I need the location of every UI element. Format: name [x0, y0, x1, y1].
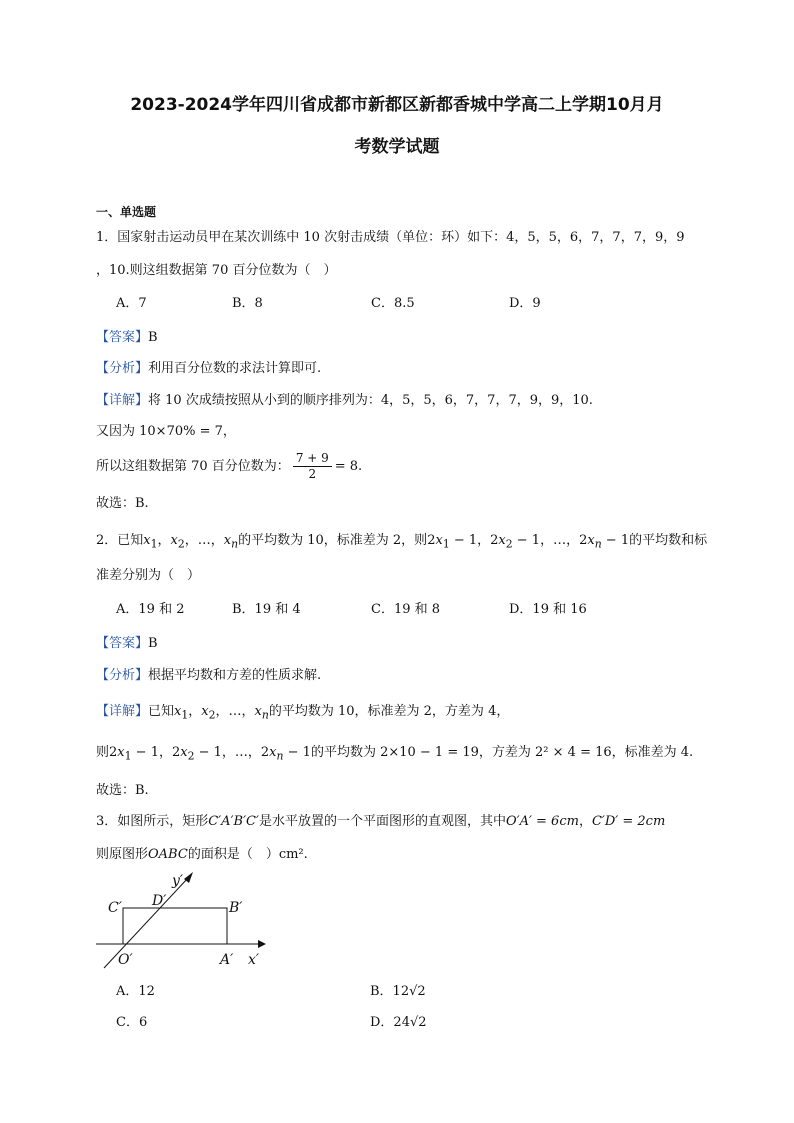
x-axis-arrow [258, 940, 266, 948]
answer-tag: 【答案】 [96, 330, 149, 345]
q2-choose: 故选：B. [96, 783, 149, 798]
q2-detail-part-a: 已知 [148, 704, 175, 719]
q2-line2-sequence: $2x_1 - 1$，$2x_2 - 1$，…，$2x_n - 1$ [109, 745, 311, 763]
analysis-tag: 【分析】 [96, 361, 149, 376]
q2-transformed-sequence: $2x_1 - 1$，$2x_2 - 1$，…，$2x_n - 1$ [427, 533, 630, 551]
q2-analysis [96, 667, 321, 685]
detail-tag: 【详解】 [96, 393, 149, 408]
q3-option-c: C．6 [116, 1015, 148, 1030]
label-b: B′ [229, 900, 243, 916]
q2-detail-x-sequence: $x_1$，$x_2$，…，$x_n$ [174, 704, 269, 722]
q3-stem-part-c: ， [578, 814, 592, 829]
q2-answer [96, 635, 158, 653]
page-title-line1: 2023-2024学年四川省成都市新都区新都香城中学高二上学期10月月 [130, 95, 664, 115]
label-x: x′ [248, 952, 260, 968]
q3-option-b: B．12√2 [370, 984, 426, 999]
q1-detail-line3 [96, 450, 362, 484]
q1-stem-line2: ，10.则这组数据第 70 百分位数为（ ） [96, 263, 337, 278]
q3-stem-line1 [96, 813, 665, 831]
q2-option-d: D．19 和 16 [509, 602, 587, 617]
q2-line2-part-b: 的平均数为 2×10 − 1 = 19，方差为 2² × 4 = 16，标准差为 4. [310, 745, 694, 760]
q2-stem-line2: 准差分别为（ ） [96, 568, 201, 583]
q1-option-d: D．9 [509, 296, 541, 311]
section-heading: 一、单选题 [96, 205, 157, 219]
q2-line2-part-a: 则 [96, 745, 110, 760]
q3-rectangle-name: C′A′B′C′ [208, 814, 259, 829]
q3-stem-part-d: 则原图形 [96, 847, 149, 862]
q3-figure [92, 868, 272, 972]
q3-stem-part-b: 是水平放置的一个平面图形的直观图，其中 [258, 814, 506, 829]
q1-answer-value: B [148, 330, 158, 345]
label-a: A′ [220, 952, 234, 968]
q2-answer-value: B [148, 636, 158, 651]
y-axis-line [104, 878, 188, 968]
q2-stem-part-a: 2．已知 [96, 533, 144, 548]
q2-option-a: A．19 和 2 [116, 602, 185, 617]
q1-stem-line1: 1．国家射击运动员甲在某次训练中 10 次射击成绩（单位：环）如下：4，5，5，6，7，7，7，9，9 [96, 230, 685, 245]
q1-line3-prefix: 所以这组数据第 70 百分位数为： [96, 459, 290, 474]
q2-stem-part-c: 的平均数和标 [629, 533, 708, 548]
q2-option-b: B．19 和 4 [232, 602, 301, 617]
q1-option-a: A．7 [116, 296, 147, 311]
q3-option-a: A．12 [116, 984, 155, 999]
page-title-line2: 考数学试题 [354, 137, 440, 157]
q1-detail-text: 将 10 次成绩按照从小到的顺序排列为：4，5，5，6，7，7，7，9，9，10. [148, 393, 593, 408]
q1-analysis-text: 利用百分位数的求法计算即可. [148, 361, 322, 376]
q1-answer [96, 329, 158, 347]
q1-detail-line2: 又因为 10×70% = 7， [96, 424, 236, 439]
label-y: y′ [172, 873, 184, 889]
q1-line3-suffix: = 8. [334, 459, 363, 474]
q3-stem-line2 [96, 846, 308, 864]
q2-stem-part-b: 的平均数为 10，标准差为 2，则 [238, 533, 428, 548]
label-o: O′ [118, 952, 133, 968]
q3-oa-length: O′A′ = 6cm [505, 814, 579, 829]
fraction-numerator: 7 + 9 [293, 451, 332, 467]
q1-option-b: B．8 [232, 296, 263, 311]
q3-original-shape-name: OABC [148, 847, 188, 862]
fraction-denominator: 2 [308, 467, 317, 481]
q3-stem-part-a: 3．如图所示，矩形 [96, 814, 209, 829]
label-d: D′ [152, 893, 167, 909]
q2-detail [96, 703, 509, 725]
detail-tag: 【详解】 [96, 704, 149, 719]
q1-option-c: C．8.5 [371, 296, 415, 311]
q2-x-sequence: $x_1$，$x_2$，…，$x_n$ [143, 533, 239, 551]
analysis-tag: 【分析】 [96, 668, 149, 683]
q2-option-c: C．19 和 8 [371, 602, 441, 617]
q2-analysis-text: 根据平均数和方差的性质求解. [148, 668, 322, 683]
q2-detail-part-b: 的平均数为 10，标准差为 2，方差为 4， [268, 704, 510, 719]
q1-choose: 故选：B. [96, 496, 149, 511]
q1-analysis [96, 360, 321, 378]
q3-stem-part-e: 的面积是（ ）cm². [187, 847, 308, 862]
q2-detail-line2 [96, 744, 693, 766]
answer-tag: 【答案】 [96, 636, 149, 651]
label-c: C′ [108, 900, 122, 916]
rectangle-cabc [123, 908, 227, 944]
q1-fraction [293, 451, 332, 482]
q3-cd-length: C′D′ = 2cm [591, 814, 666, 829]
q1-detail [96, 392, 593, 410]
q2-stem-line1 [96, 532, 707, 554]
q3-option-d: D．24√2 [370, 1015, 427, 1030]
